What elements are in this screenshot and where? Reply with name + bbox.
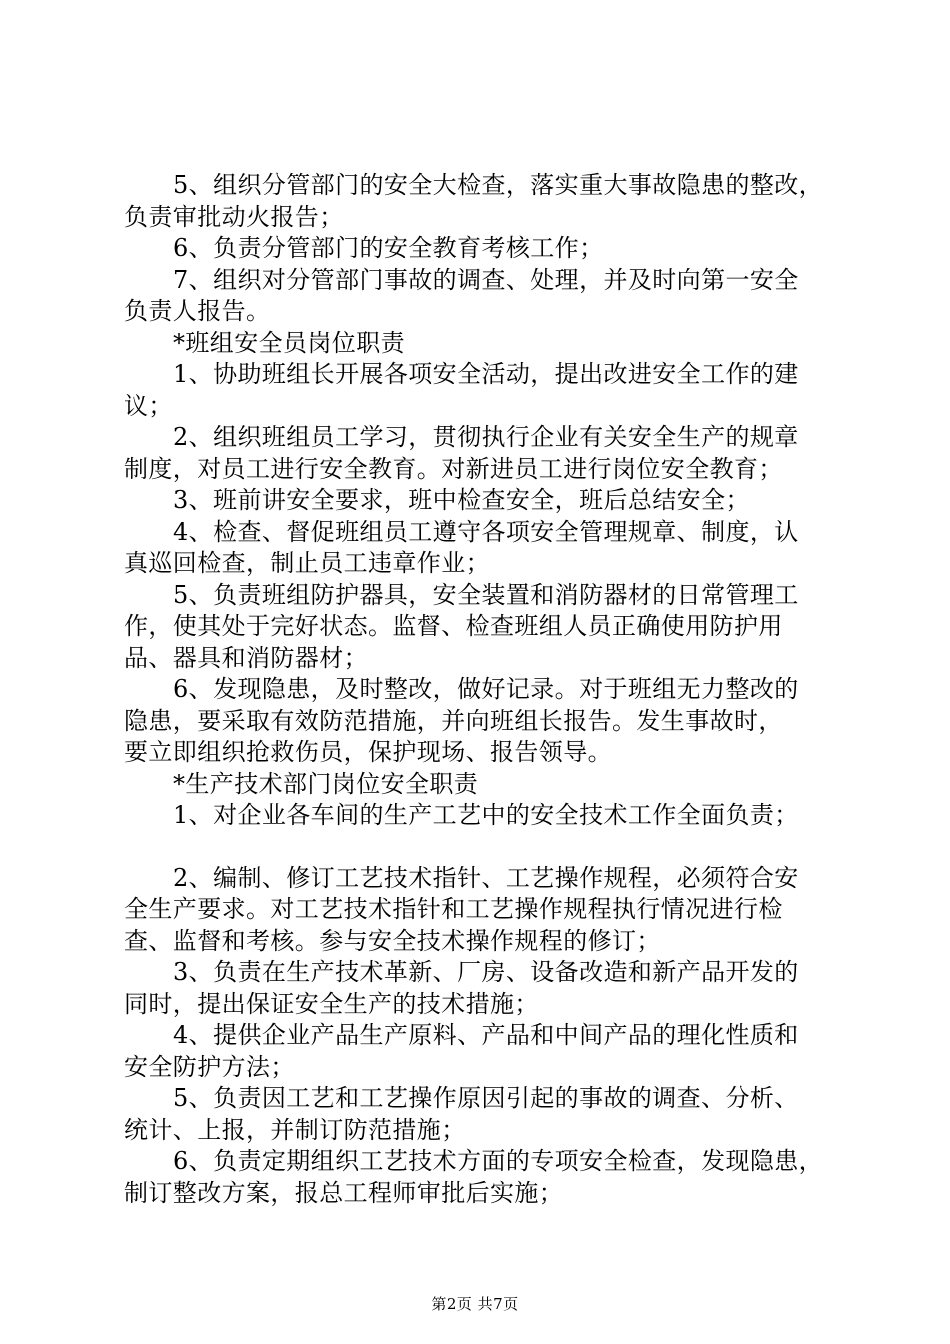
text-line: 统计、上报，并制订防范措施； (124, 1115, 466, 1144)
paragraph (124, 957, 839, 1020)
text-line: 6、发现隐患，及时整改，做好记录。对于班组无力整改的 (173, 675, 799, 703)
section-heading (124, 769, 839, 801)
text-line: 5、负责班组防护器具，安全装置和消防器材的日常管理工 (173, 580, 799, 609)
text-line: 同时，提出保证安全生产的技术措施； (124, 989, 539, 1018)
paragraph (124, 800, 839, 832)
text-line: 品、器具和消防器材； (124, 643, 368, 672)
paragraph (124, 863, 839, 958)
paragraph (124, 265, 839, 328)
text-line: 真巡回检查，制止员工违章作业； (124, 549, 490, 577)
page-footer (0, 1295, 950, 1313)
text-line: 2、组织班组员工学习，贯彻执行企业有关安全生产的规章 (173, 423, 799, 451)
text-line: 作，使其处于完好状态。监督、检查班组人员正确使用防护用 (124, 612, 783, 640)
text-line: *班组安全员岗位职责 (173, 328, 405, 357)
paragraph (124, 674, 839, 769)
paragraph (124, 422, 839, 485)
blank-line (124, 832, 839, 863)
paragraph (124, 580, 839, 675)
paragraph (124, 1083, 839, 1146)
text-line: *生产技术部门岗位安全职责 (173, 769, 479, 798)
text-line: 7、组织对分管部门事故的调查、处理，并及时向第一安全 (173, 265, 799, 294)
text-line: 要立即组织抢救伤员，保护现场、报告领导。 (124, 738, 612, 766)
page-number-indicator: 第2页 共7页 (431, 1295, 519, 1313)
text-line: 3、班前讲安全要求，班中检查安全，班后总结安全； (173, 486, 750, 514)
text-line: 制度，对员工进行安全教育。对新进员工进行岗位安全教育； (124, 454, 783, 483)
paragraph (124, 359, 839, 422)
text-line: 1、协助班组长开展各项安全活动，提出改进安全工作的建 (173, 360, 799, 388)
paragraph (124, 485, 839, 517)
text-line: 安全防护方法； (124, 1052, 295, 1081)
paragraph (124, 170, 839, 233)
text-line: 6、负责分管部门的安全教育考核工作； (173, 234, 604, 262)
text-line: 5、组织分管部门的安全大检查，落实重大事故隐患的整改， (173, 171, 824, 199)
text-line: 议； (124, 391, 173, 420)
text-line: 5、负责因工艺和工艺操作原因引起的事故的调查、分析、 (173, 1084, 799, 1112)
text-line: 4、提供企业产品生产原料、产品和中间产品的理化性质和 (173, 1021, 799, 1049)
text-line: 6、负责定期组织工艺技术方面的专项安全检查，发现隐患， (173, 1147, 824, 1175)
text-line: 4、检查、督促班组员工遵守各项安全管理规章、制度，认 (173, 517, 799, 546)
text-line: 全生产要求。对工艺技术指针和工艺操作规程执行情况进行检 (124, 895, 783, 923)
paragraph (124, 517, 839, 580)
text-line: 3、负责在生产技术革新、厂房、设备改造和新产品开发的 (173, 958, 799, 986)
text-line: 1、对企业各车间的生产工艺中的安全技术工作全面负责； (173, 801, 799, 829)
text-line: 查、监督和考核。参与安全技术操作规程的修订； (124, 926, 661, 955)
paragraph (124, 1020, 839, 1083)
text-line: 隐患，要采取有效防范措施，并向班组长报告。发生事故时， (124, 706, 783, 735)
text-line: 制订整改方案，报总工程师审批后实施； (124, 1178, 564, 1207)
text-line: 负责审批动火报告； (124, 202, 344, 231)
text-line: 2、编制、修订工艺技术指针、工艺操作规程，必须符合安 (173, 863, 799, 892)
section-heading (124, 328, 839, 360)
text-line: 负责人报告。 (124, 297, 271, 325)
paragraph (124, 233, 839, 265)
document-body (124, 170, 839, 1209)
paragraph (124, 1146, 839, 1209)
